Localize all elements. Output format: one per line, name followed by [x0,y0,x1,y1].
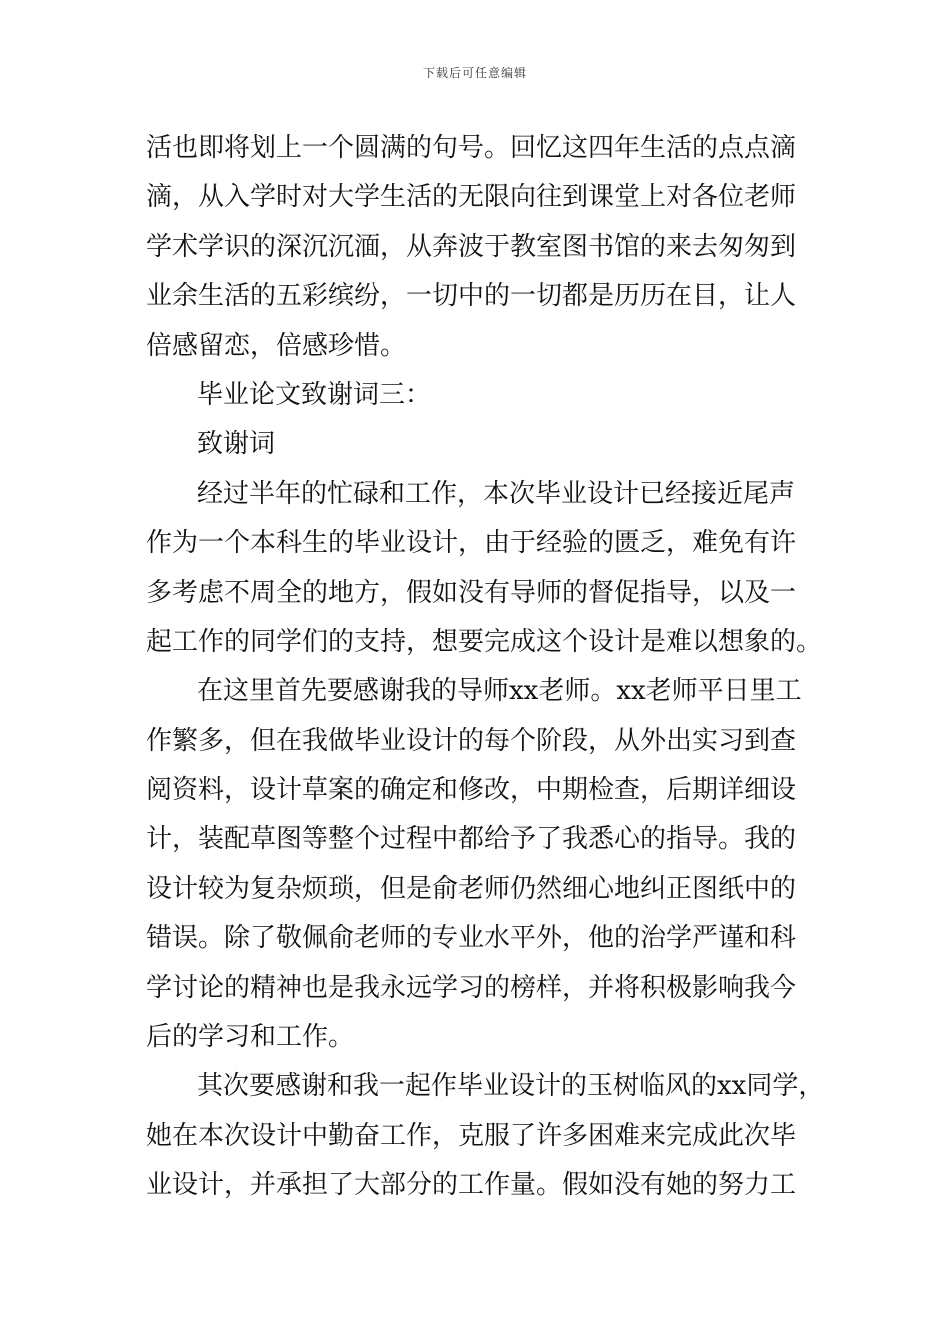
text-line: 经过半年的忙碌和工作，本次毕业设计已经接近尾声 [197,478,796,509]
text-line: 毕业论文致谢词三： [197,379,432,410]
text-line: 其次要感谢和我一起作毕业设计的玉树临风的xx同学， [197,1071,825,1102]
text-line: 滴，从入学时对大学生活的无限向往到课堂上对各位老师 [146,182,797,213]
text-line: 活也即将划上一个圆满的句号。回忆这四年生活的点点滴 [146,133,797,163]
text-line: 设计较为复杂烦琐，但是俞老师仍然细心地纠正图纸中的 [146,873,797,904]
text-line: 作为一个本科生的毕业设计，由于经验的匮乏，难免有许 [146,528,797,559]
document-body [146,124,826,1211]
text-line: 计，装配草图等整个过程中都给予了我悉心的指导。我的 [146,824,797,855]
page-header: 下载后可任意编辑 [422,66,527,80]
text-line: 在这里首先要感谢我的导师xx老师。xx老师平日里工 [197,676,802,707]
text-line: 她在本次设计中勤奋工作，克服了许多困难来完成此次毕 [146,1120,797,1151]
text-line: 业设计，并承担了大部分的工作量。假如没有她的努力工 [146,1170,797,1201]
text-line: 倍感留恋，倍感珍惜。 [146,330,407,361]
text-line: 致谢词 [197,429,276,460]
text-line: 起工作的同学们的支持，想要完成这个设计是难以想象的。 [146,626,823,657]
text-line: 作繁多，但在我做毕业设计的每个阶段，从外出实习到查 [146,725,797,756]
text-line: 错误。除了敬佩俞老师的专业水平外，他的治学严谨和科 [146,923,797,954]
text-line: 后的学习和工作。 [146,1022,355,1053]
text-line: 学讨论的精神也是我永远学习的榜样，并将积极影响我今 [146,972,797,1003]
text-line: 多考虑不周全的地方，假如没有导师的督促指导，以及一 [146,577,797,608]
text-line: 业余生活的五彩缤纷，一切中的一切都是历历在目，让人 [146,281,797,312]
text-line: 学术学识的深沉沉湎，从奔波于教室图书馆的来去匆匆到 [146,231,797,262]
text-line: 阅资料，设计草案的确定和修改，中期检查，后期详细设 [146,775,797,806]
